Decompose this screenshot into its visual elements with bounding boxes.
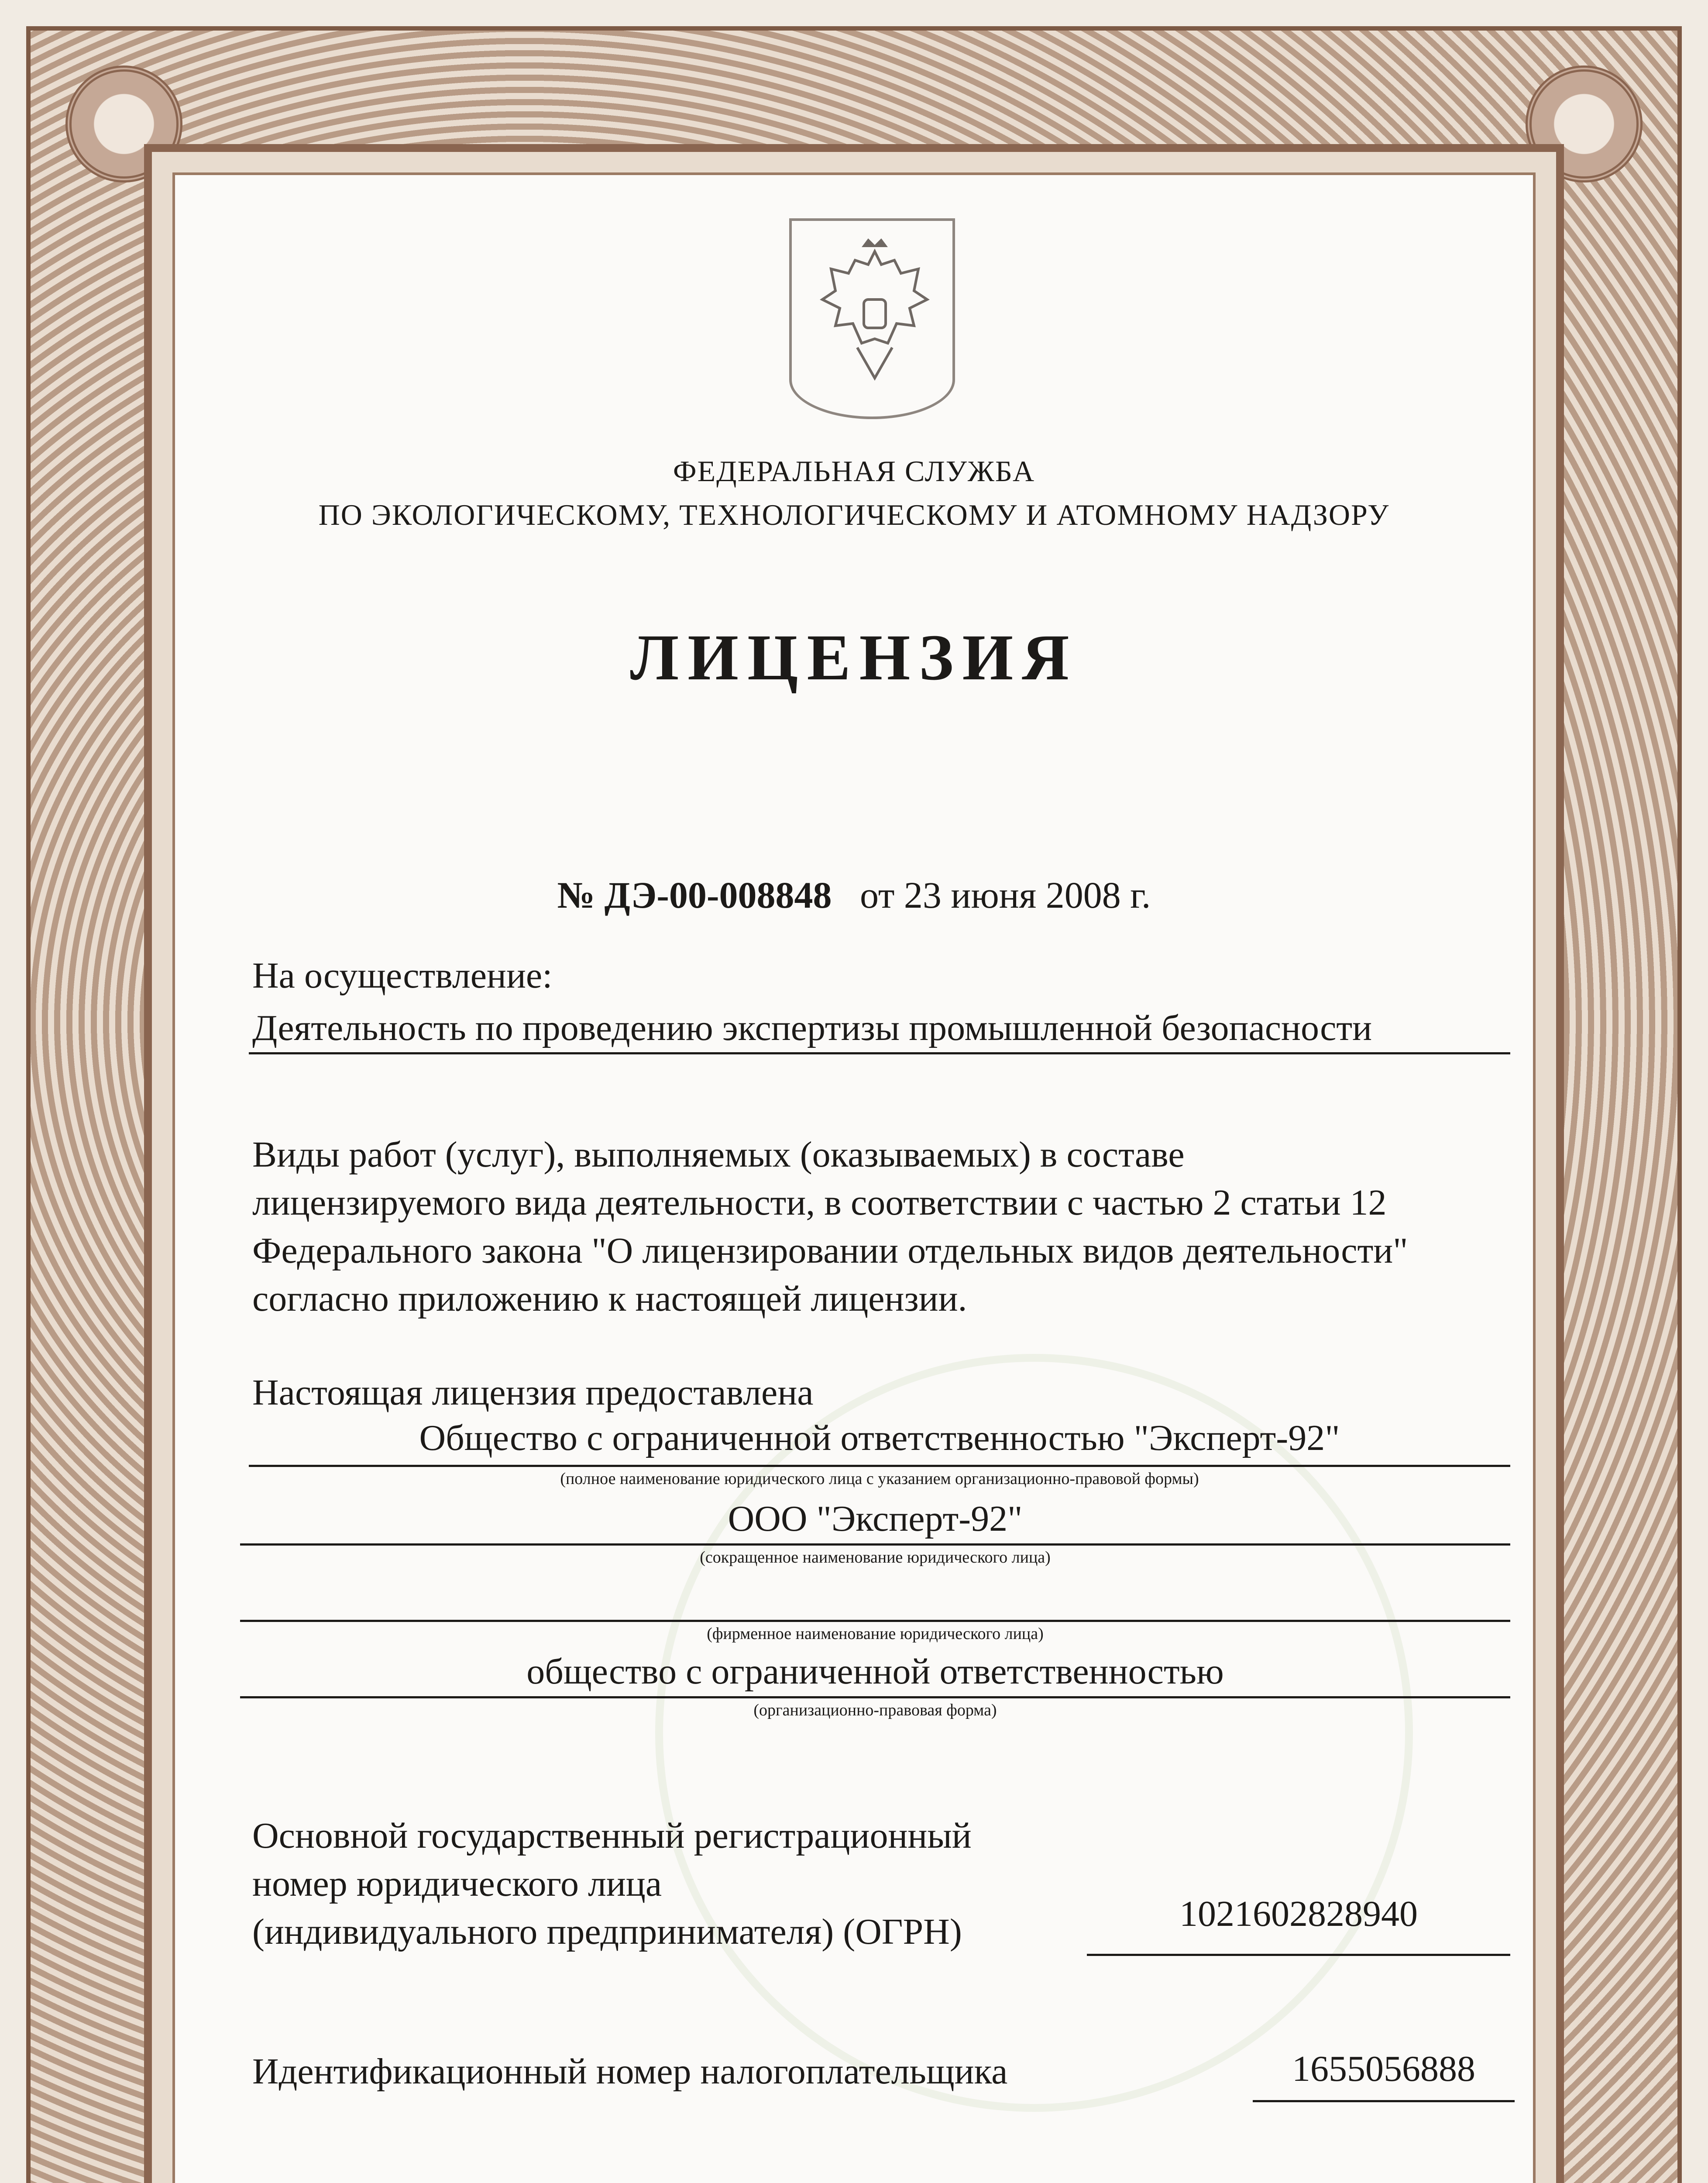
full-name-underline — [249, 1465, 1510, 1467]
license-number: ДЭ-00-008848 — [604, 874, 832, 916]
license-date: от 23 июня 2008 г. — [859, 874, 1151, 916]
ogrn-label-line-2: номер юридического лица — [252, 1863, 662, 1904]
holder-legal-form: общество с ограниченной ответственностью — [526, 1651, 1224, 1692]
brand-name-underline — [240, 1620, 1510, 1622]
inn-underline — [1253, 2100, 1515, 2102]
agency-name-line-1: ФЕДЕРАЛЬНАЯ СЛУЖБА — [673, 455, 1035, 488]
ogrn-value: 1021602828940 — [1179, 1894, 1418, 1934]
works-line-2: лицензируемого вида деятельности, в соответствии с частью 2 статьи 12 — [252, 1182, 1387, 1223]
holder-label: Настоящая лицензия предоставлена — [252, 1372, 814, 1413]
double-headed-eagle-icon — [809, 234, 940, 391]
works-line-1: Виды работ (услуг), выполняемых (оказываемых) в составе — [252, 1134, 1185, 1175]
coat-of-arms-emblem — [789, 218, 955, 419]
holder-full-name: Общество с ограниченной ответственностью "Эксперт-92" — [419, 1418, 1340, 1458]
license-number-line — [172, 873, 1536, 917]
works-line-3: Федерального закона "О лицензировании отдельных видов деятельности" — [252, 1230, 1408, 1271]
ogrn-label-line-3: (индивидуального предпринимателя) (ОГРН) — [252, 1911, 962, 1952]
activity-label: На осуществление: — [252, 955, 553, 996]
watermark-emblem — [655, 1354, 1413, 2112]
inn-value: 1655056888 — [1292, 2049, 1475, 2089]
activity-underline — [249, 1052, 1510, 1054]
document-title: ЛИЦЕНЗИЯ — [630, 621, 1078, 694]
activity-value: Деятельность по проведению экспертизы промышленной безопасности — [252, 1008, 1372, 1048]
ogrn-label-line-1: Основной государственный регистрационный — [252, 1815, 972, 1856]
short-name-caption: (сокращенное наименование юридического лица) — [700, 1548, 1051, 1567]
full-name-caption: (полное наименование юридического лица с указанием организационно-правовой формы) — [560, 1470, 1199, 1488]
ogrn-underline — [1087, 1954, 1510, 1956]
works-line-4: согласно приложению к настоящей лицензии. — [252, 1278, 967, 1319]
legal-form-underline — [240, 1696, 1510, 1698]
short-name-underline — [240, 1543, 1510, 1546]
holder-short-name: ООО "Эксперт-92" — [728, 1498, 1023, 1539]
license-number-prefix: № — [557, 874, 595, 916]
inn-label: Идентификационный номер налогоплательщика — [252, 2051, 1008, 2092]
legal-form-caption: (организационно-правовая форма) — [753, 1701, 997, 1719]
agency-name-line-2: ПО ЭКОЛОГИЧЕСКОМУ, ТЕХНОЛОГИЧЕСКОМУ И АТОМНОМУ НАДЗОРУ — [318, 498, 1390, 531]
brand-name-caption: (фирменное наименование юридического лица) — [707, 1625, 1044, 1643]
